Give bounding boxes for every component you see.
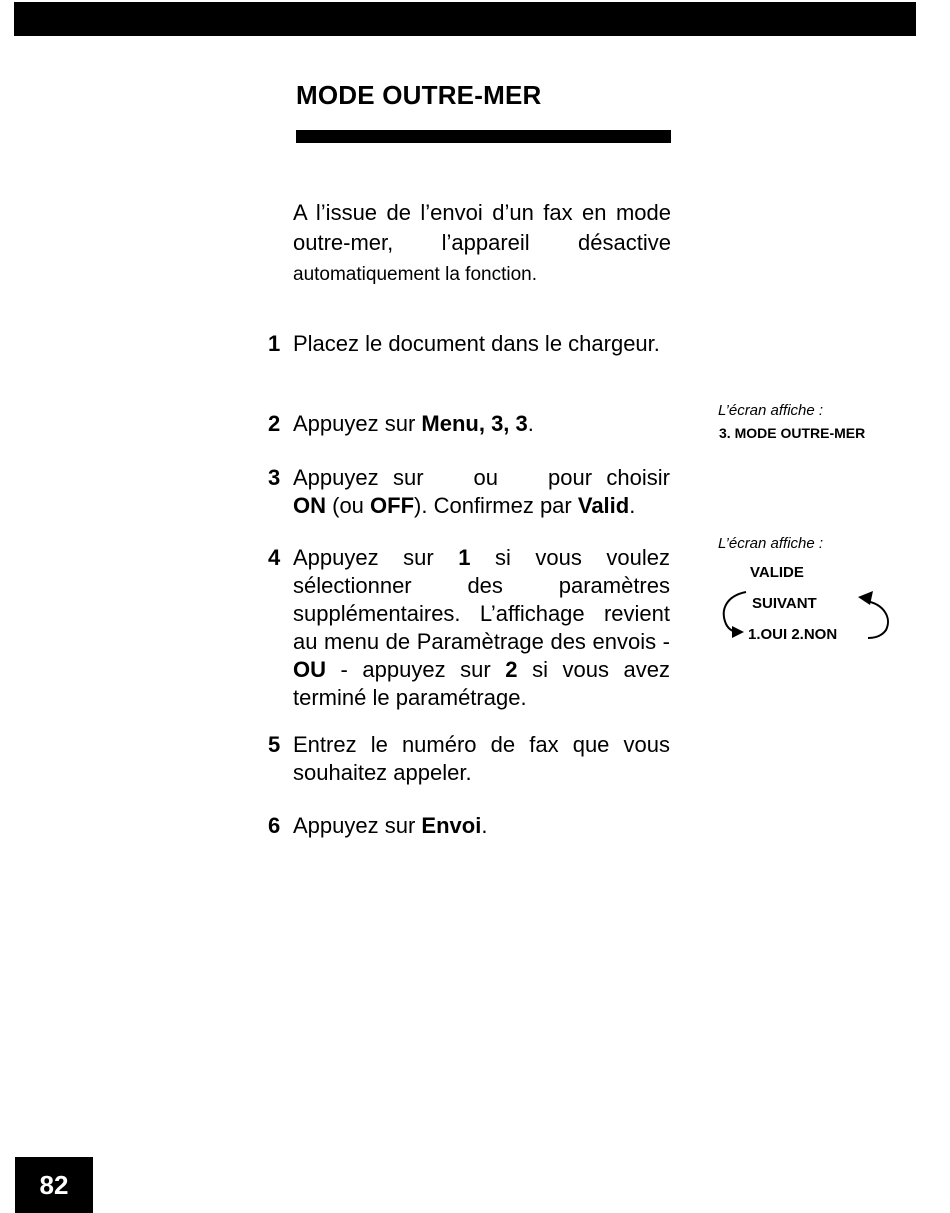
step-6 [268, 812, 670, 840]
title-underline [296, 130, 671, 143]
step-number: 3 [268, 465, 281, 490]
step-number: 5 [268, 732, 281, 757]
step-text-segment: Appuyez sur [293, 465, 424, 490]
display-note-2-caption [718, 535, 823, 552]
intro-paragraph [293, 198, 671, 290]
step-text-segment: si vous voulez sélectionner des paramètres supplémentaires. L’affichage revient au menu de Paramètrage des envois - [293, 545, 671, 654]
step-text-segment: ). Confirmez par [414, 493, 578, 518]
step-text [293, 330, 670, 358]
step-5 [268, 731, 670, 787]
display-screen-text: 3. MODE OUTRE-MER [719, 425, 866, 441]
key-name: Envoi [421, 813, 482, 838]
step-1 [268, 330, 670, 358]
step-text [293, 544, 670, 712]
step-text-segment: Appuyez sur [293, 411, 422, 436]
step-text [293, 410, 670, 438]
header-bar [14, 2, 916, 36]
step-text [293, 812, 670, 840]
step-text-segment: si vous avez terminé le paramétrage. [293, 657, 670, 710]
key-name: 2 [505, 657, 518, 682]
display-note-1 [718, 402, 865, 441]
scroll-arrows-icon [718, 560, 898, 650]
key-name: Valid [577, 493, 630, 518]
step-text [293, 731, 670, 787]
page-title: MODE OUTRE-MER [296, 80, 542, 110]
key-name: Menu, 3, 3 [421, 411, 528, 436]
step-text-segment: Appuyez sur [293, 813, 422, 838]
step-text-segment: - appuyez sur [326, 657, 506, 682]
step-text-segment: Entrez le numéro de fax que vous souhaitez appeler. [293, 732, 670, 785]
step-number: 6 [268, 813, 281, 838]
key-name: OFF [370, 493, 415, 518]
step-2 [268, 410, 670, 438]
key-name: OU [293, 657, 326, 682]
lcd-line-valide: VALIDE [750, 564, 804, 581]
lcd-line-suivant: SUIVANT [752, 595, 817, 612]
step-text-segment: . [481, 813, 488, 838]
intro-text-end: automatiquement la fonction. [293, 264, 537, 285]
step-number: 2 [268, 411, 281, 436]
key-name: 1 [458, 545, 471, 570]
step-text-segment: . [527, 411, 534, 436]
lcd-display [718, 560, 898, 650]
step-text-segment: . [629, 493, 636, 518]
step-text-segment: (ou [326, 493, 371, 518]
step-number: 1 [268, 331, 281, 356]
display-caption: L’écran affiche : [718, 402, 824, 419]
step-text-segment: Appuyez sur [293, 545, 459, 570]
display-caption: L’écran affiche : [718, 535, 824, 552]
step-text-segment: Placez le document dans le chargeur. [293, 331, 660, 356]
page-number: 82 [15, 1157, 93, 1213]
step-text-segment: ou [473, 465, 499, 490]
key-name: ON [293, 493, 326, 518]
step-3 [268, 464, 670, 520]
step-text-segment: pour choisir [548, 465, 670, 490]
step-4 [268, 544, 670, 712]
step-text [293, 464, 670, 520]
step-number: 4 [268, 545, 281, 570]
lcd-line-options: 1.OUI 2.NON [748, 626, 838, 643]
intro-text: A l’issue de l’envoi d’un fax en mode outre-mer, l’appareil désactive [293, 200, 671, 255]
